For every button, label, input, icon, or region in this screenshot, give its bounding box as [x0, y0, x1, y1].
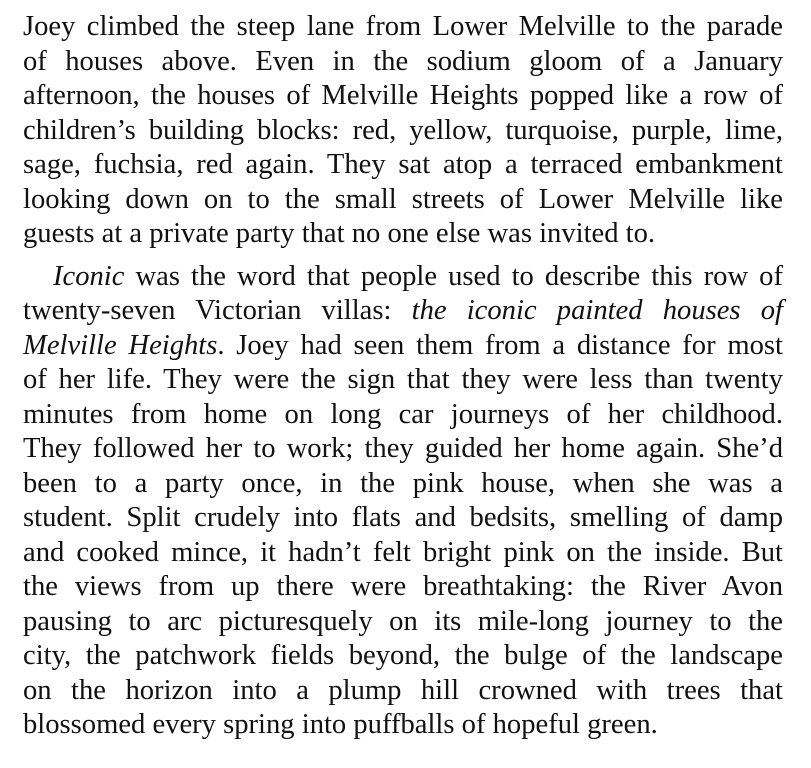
document-page	[23, 10, 783, 743]
text-line: the views from up there were breathtaking: the River Avon	[23, 571, 783, 602]
text-line: sage, fuchsia, red again. They sat atop a terraced embankment	[23, 149, 783, 180]
text-line: on the horizon into a plump hill crowned with trees that	[23, 674, 783, 706]
text-line	[23, 260, 783, 295]
paragraph-1	[23, 10, 783, 252]
text-line: of houses above. Even in the sodium gloom of a January	[23, 45, 783, 77]
text-line: Joey climbed the steep lane from Lower Melville to the parade	[23, 11, 783, 42]
text-run: was the word that people used to describe this row of	[124, 260, 783, 292]
text-line: children’s building blocks: red, yellow, turquoise, purple, lime,	[23, 114, 783, 146]
text-line: pausing to arc picturesquely on its mile-long journey to the	[23, 605, 783, 637]
text-line: and cooked mince, it hadn’t felt bright pink on the inside. But	[23, 536, 783, 568]
text-line: looking down on to the small streets of Lower Melville like	[23, 183, 783, 215]
text-line: blossomed every spring into puffballs of hopeful green.	[23, 709, 658, 740]
text-line: student. Split crudely into flats and bedsits, smelling of damp	[23, 502, 783, 533]
italic-text: Iconic	[53, 260, 125, 292]
text-line: been to a party once, in the pink house, when she was a	[23, 467, 783, 499]
italic-text: Melville Heights	[23, 329, 218, 361]
text-run: twenty-seven Victorian villas:	[23, 295, 412, 326]
text-line: guests at a private party that no one else was invited to.	[23, 218, 656, 249]
text-line: minutes from home on long car journeys of her childhood.	[23, 398, 783, 430]
text-line	[23, 294, 783, 329]
text-line: city, the patchwork fields beyond, the bulge of the landscape	[23, 640, 783, 671]
text-line: They followed her to work; they guided her home again. She’d	[23, 433, 783, 464]
text-line: of her life. They were the sign that they were less than twenty	[23, 364, 783, 395]
paragraph-2	[23, 260, 783, 743]
text-run: . Joey had seen them from a distance for most	[217, 329, 783, 361]
text-line: afternoon, the houses of Melville Heights popped like a row of	[23, 80, 783, 111]
text-line	[23, 329, 783, 364]
italic-text: the iconic painted houses of	[411, 295, 783, 326]
